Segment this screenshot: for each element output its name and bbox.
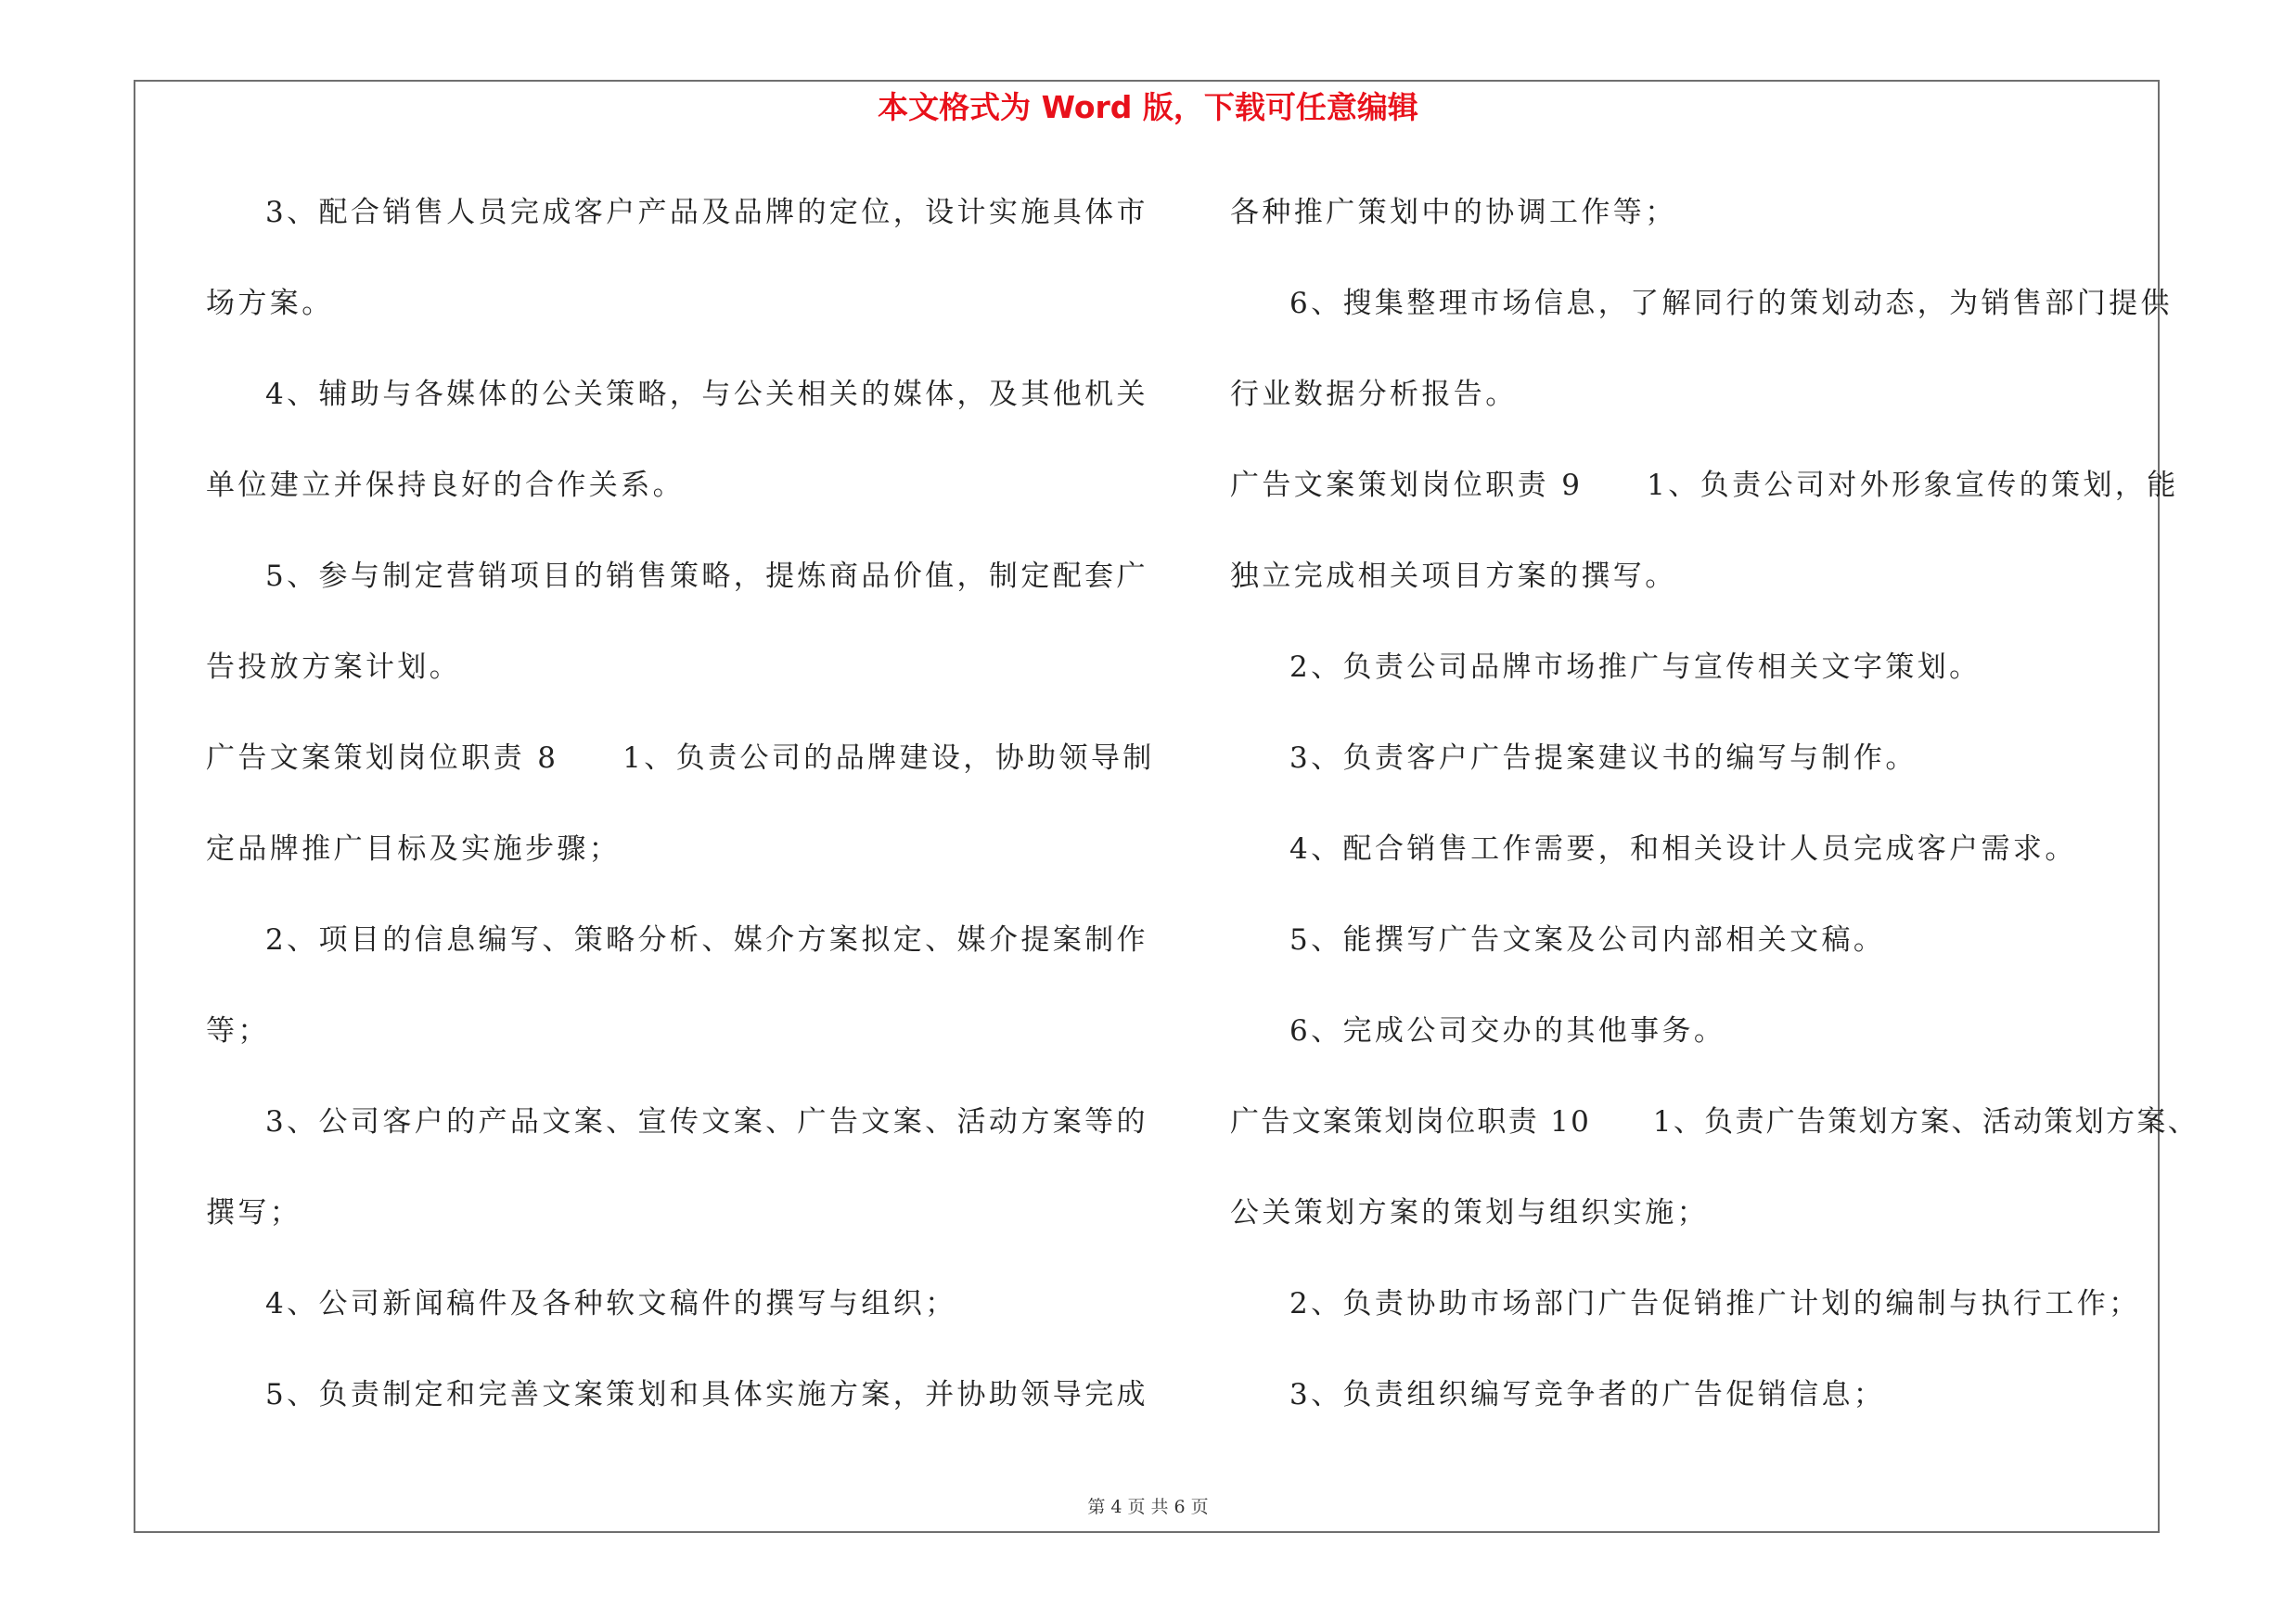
right-line-12: 公关策划方案的策划与组织实施； — [1230, 1196, 1709, 1230]
right-line-10: 6、完成公司交办的其他事务。 — [1289, 1014, 1726, 1048]
right-section-heading-10: 广告文案策划岗位职责 10 1、负责广告策划方案、活动策划方案、 — [1230, 1105, 2199, 1139]
left-line-9: 2、项目的信息编写、策略分析、媒介方案拟定、媒介提案制作 — [265, 923, 1148, 957]
right-line-1: 各种推广策划中的协调工作等； — [1230, 196, 1677, 229]
left-line-3: 4、辅助与各媒体的公关策略，与公关相关的媒体，及其他机关 — [265, 378, 1148, 411]
left-section-heading-8: 广告文案策划岗位职责 8 1、负责公司的品牌建设，协助领导制 — [206, 741, 1155, 775]
left-line-1: 3、配合销售人员完成客户产品及品牌的定位，设计实施具体市 — [265, 196, 1148, 229]
left-line-11: 3、公司客户的产品文案、宣传文案、广告文案、活动方案等的 — [265, 1105, 1148, 1139]
left-line-14: 5、负责制定和完善文案策划和具体实施方案，并协助领导完成 — [265, 1378, 1148, 1411]
right-line-8: 4、配合销售工作需要，和相关设计人员完成客户需求。 — [1289, 832, 2077, 866]
left-line-5: 5、参与制定营销项目的销售策略，提炼商品价值，制定配套广 — [265, 560, 1148, 593]
left-line-2: 场方案。 — [206, 287, 334, 320]
left-line-10: 等； — [206, 1014, 270, 1048]
format-notice-banner: 本文格式为 Word 版，下载可任意编辑 — [878, 89, 1418, 125]
right-line-7: 3、负责客户广告提案建议书的编写与制作。 — [1289, 741, 1918, 775]
right-line-6: 2、负责公司品牌市场推广与宣传相关文字策划。 — [1289, 650, 1982, 684]
right-line-13: 2、负责协助市场部门广告促销推广计划的编制与执行工作； — [1289, 1287, 2141, 1320]
right-line-3: 行业数据分析报告。 — [1230, 378, 1518, 411]
right-line-5: 独立完成相关项目方案的撰写。 — [1230, 560, 1677, 593]
left-line-12: 撰写； — [206, 1196, 302, 1230]
left-line-6: 告投放方案计划。 — [206, 650, 462, 684]
right-line-14: 3、负责组织编写竞争者的广告促销信息； — [1289, 1378, 1886, 1411]
page-number-footer: 第 4 页 共 6 页 — [1087, 1497, 1209, 1517]
left-line-13: 4、公司新闻稿件及各种软文稿件的撰写与组织； — [265, 1287, 957, 1320]
left-line-4: 单位建立并保持良好的合作关系。 — [206, 469, 685, 502]
right-line-9: 5、能撰写广告文案及公司内部相关文稿。 — [1289, 923, 1886, 957]
right-section-heading-9: 广告文案策划岗位职责 9 1、负责公司对外形象宣传的策划，能 — [1230, 469, 2179, 502]
right-line-2: 6、搜集整理市场信息，了解同行的策划动态，为销售部门提供 — [1289, 287, 2173, 320]
left-line-8: 定品牌推广目标及实施步骤； — [206, 832, 622, 866]
